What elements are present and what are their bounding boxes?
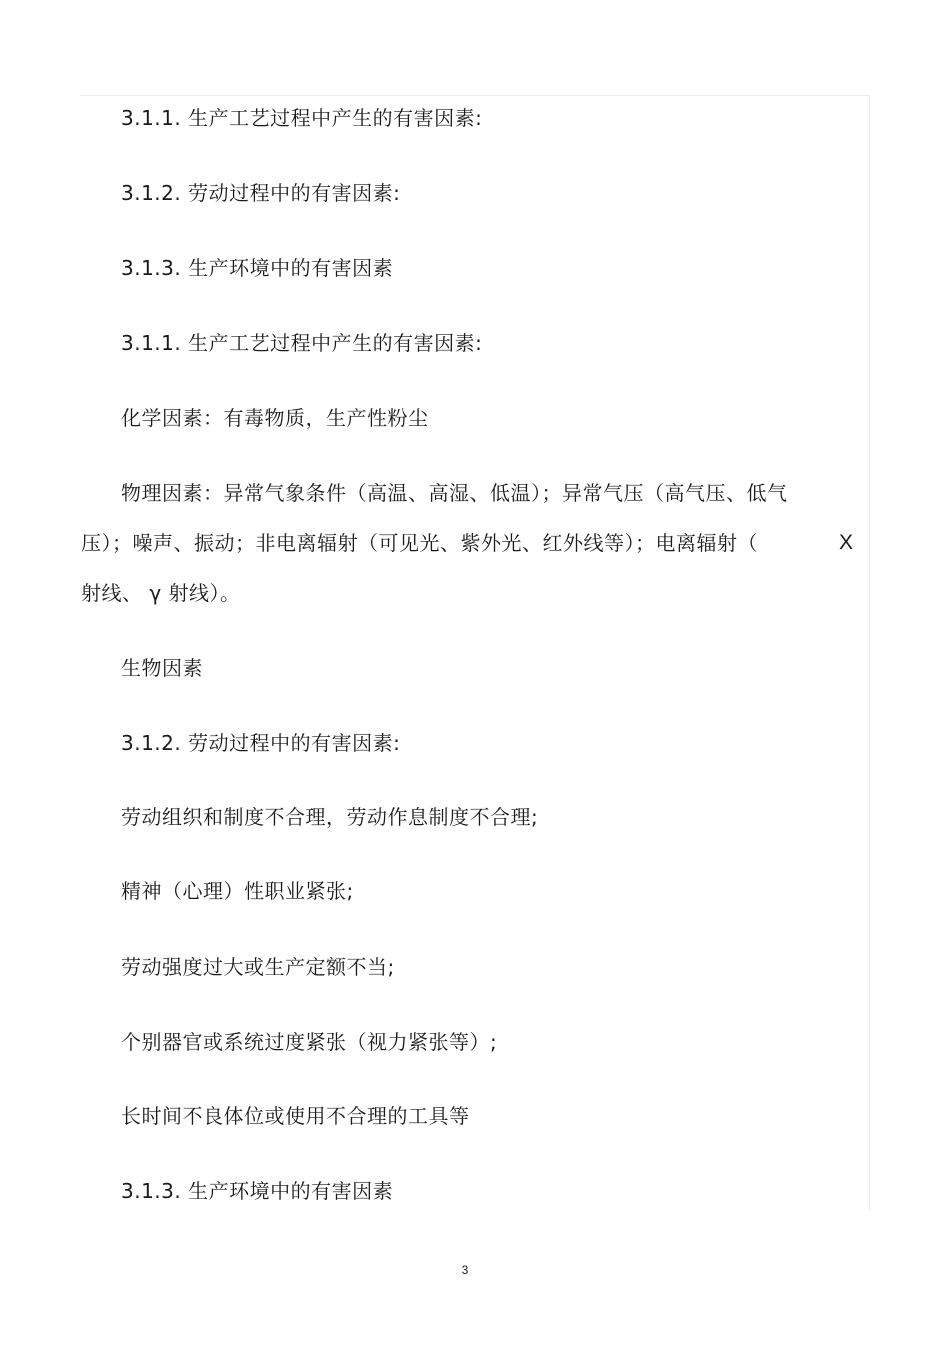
paragraph-biological-factors: 生物因素 <box>121 656 203 680</box>
section-heading-3-1-1: 3.1.1. 生产工艺过程中产生的有害因素: <box>121 106 483 130</box>
list-item-labor-organization: 劳动组织和制度不合理，劳动作息制度不合理; <box>121 805 539 829</box>
paragraph-chemical-factors: 化学因素：有毒物质，生产性粉尘 <box>121 406 429 430</box>
section-heading-3-1-3: 3.1.3. 生产环境中的有害因素 <box>121 256 394 280</box>
page-number: 3 <box>461 1263 469 1277</box>
list-item-organ-strain: 个别器官或系统过度紧张（视力紧张等）; <box>121 1030 498 1054</box>
section-heading-3-1-3-repeat: 3.1.3. 生产环境中的有害因素 <box>121 1179 394 1203</box>
list-item-labor-intensity: 劳动强度过大或生产定额不当; <box>121 955 395 979</box>
paragraph-physical-factors-line-3: 射线、 γ 射线）。 <box>81 581 241 605</box>
section-heading-3-1-1-repeat: 3.1.1. 生产工艺过程中产生的有害因素: <box>121 331 483 355</box>
paragraph-physical-factors-line-1: 物理因素：异常气象条件（高温、高湿、低温）；异常气压（高气压、低气 <box>121 481 788 505</box>
section-heading-3-1-2: 3.1.2. 劳动过程中的有害因素: <box>121 181 401 205</box>
section-heading-3-1-2-repeat: 3.1.2. 劳动过程中的有害因素: <box>121 731 401 755</box>
margin-x-mark: X <box>839 531 854 554</box>
paragraph-physical-factors-line-2: 压）；噪声、振动；非电离辐射（可见光、紫外光、红外线等）；电离辐射（ <box>81 531 758 555</box>
list-item-posture-tools: 长时间不良体位或使用不合理的工具等 <box>121 1104 470 1128</box>
list-item-mental-stress: 精神（心理）性职业紧张; <box>121 879 354 903</box>
